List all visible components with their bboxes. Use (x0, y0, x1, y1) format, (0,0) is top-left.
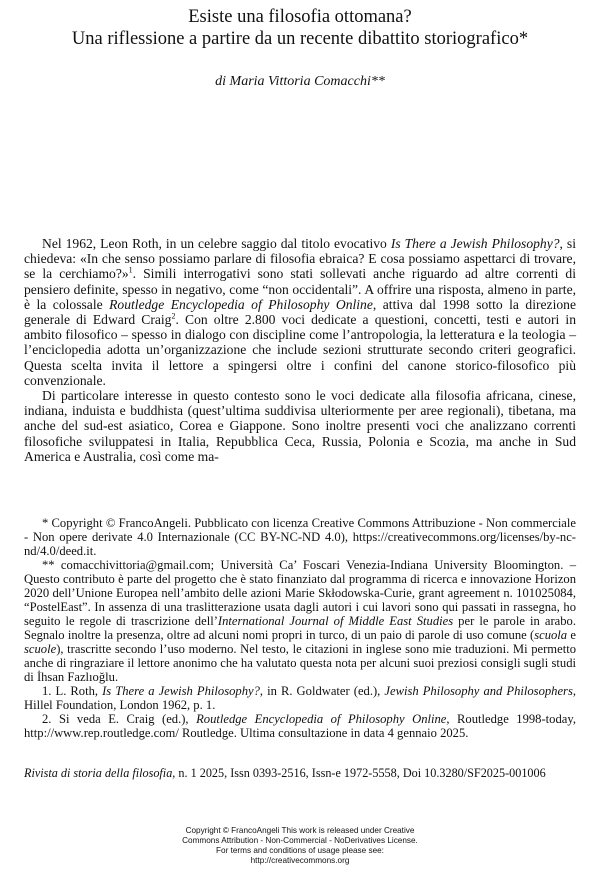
footnote-1-text-1: 1. L. Roth, (42, 684, 103, 698)
footnote-1-text-2: , in R. Goldwater (ed.), (259, 684, 385, 698)
journal-citation (24, 766, 584, 781)
license-line-1: Copyright © FrancoAngeli This work is released under Creative (185, 826, 415, 835)
body-paragraph-1 (24, 236, 576, 388)
author-note (24, 558, 576, 684)
footnote-1-text-3: , Hillel Foundation, London 1962, p. 1. (24, 684, 577, 712)
title-line-2: Una riflessione a partire da un recente dibattito storiografico* (71, 29, 529, 49)
footnote-1 (24, 684, 576, 712)
author-note-text-1: ** comacchivittoria@gmail.com; Università Ca’ Foscari Venezia-Indiana University Bloomington. – Questo contributo è parte del progetto che è stato finanziato dal programma di ricerca e innovazione Horizon 2020 dell’Unione Europea nell’ambito delle azioni Marie Skłodowska-Curie, grant agreement n. 101025084, “PostelEast”. In assenza di una traslitterazione usata dagli autori i cui lavori sono qui passati in rassegna, ho seguito le regole di trascrizione dell’ (24, 558, 576, 628)
license-link[interactable]: http://creativecommons.org (250, 856, 350, 865)
license-footer (0, 826, 600, 866)
author-note-text-4: ), trascritte secondo l’uso moderno. Nel testo, le citazioni in inglese sono mie traduzioni. Mi permetto anche di ringraziare il lettore anonimo che ha valutato questa nota per alcuni suoi preziosi consigli sugli studi di İhsan Fazlıoğlu. (24, 642, 576, 684)
body-p1-text-3: . Simili interrogativi sono stati sollevati anche riguardo ad altre correnti di pensiero definite, spesso in negativo, come “non occidentali”. A offrire una risposta, almeno in parte, è la colossale (24, 266, 576, 312)
footnotes (24, 516, 576, 740)
body-p1-title-routledge: Routledge Encyclopedia of Philosophy Online (109, 296, 373, 312)
body-p1-text-2: , si chiedeva: «In che senso possiamo parlare di filosofia ebraica? E cosa possiamo aspettarci di trovare, se la cerchiamo?» (24, 236, 576, 282)
copyright-note: * Copyright © FrancoAngeli. Pubblicato con licenza Creative Commons Attribuzione - Non commerciale - Non opere derivate 4.0 Internazionale (CC BY-NC-ND 4.0), https://creativecommons.org/licenses/by-nc-nd/4.0/deed.it. (24, 516, 576, 558)
footnote-ref-1[interactable]: 1 (128, 265, 133, 275)
footnote-1-book: Jewish Philosophy and Philosophers (384, 684, 573, 698)
body-p1-title-roth: Is There a Jewish Philosophy? (390, 236, 560, 251)
body-p1-text-5: . Con oltre 2.800 voci dedicate a questioni, concetti, testi e autori in ambito filosofico – spesso in dialogo con discipline come l’antropologia, la letteratura e la teologia – l’enciclopedia adotta un’organizzazione che include sezioni strutturate secondo criteri geografici. Questa scelta invita il lettore a spingersi oltre i confini del canone storico-filosofico più convenzionale. (24, 312, 576, 388)
author-note-text-3: e (567, 628, 576, 642)
article-body (24, 236, 576, 464)
footnote-2-title: Routledge Encyclopedia of Philosophy Online (196, 712, 447, 726)
body-paragraph-2: Di particolare interesse in questo contesto sono le voci dedicate alla filosofia africana, cinese, indiana, induista e buddhista (quest’ultima suddivisa ulteriormente per aree regionali), tibetana, ma anche del sud-est asiatico, Corea e Giappone. Sono inoltre presenti voci che analizzano correnti filosofiche sviluppatesi in Italia, Repubblica Ceca, Russia, Polonia e Scozia, ma anche in Sud America e Australia, così come ma- (24, 388, 576, 464)
license-line-2: Commons Attribution - Non-Commercial - NoDerivatives License. (182, 836, 418, 845)
journal-name: Rivista di storia della filosofia (24, 766, 173, 780)
article-title (0, 6, 600, 50)
title-line-1: Esiste una filosofia ottomana? (188, 7, 412, 27)
footnote-2-text-2: , Routledge 1998-today, http://www.rep.routledge.com/ Routledge. Ultima consultazione in data 4 gennaio 2025. (24, 712, 576, 740)
author-note-word-scuole: scuole (24, 642, 57, 656)
footnote-1-title: Is There a Jewish Philosophy? (102, 684, 260, 698)
body-p1-text-4: , attiva dal 1998 sotto la direzione generale di Edward Craig (24, 296, 576, 328)
journal-details: , n. 1 2025, Issn 0393-2516, Issn-e 1972-5558, Doi 10.3280/SF2025-001006 (172, 766, 546, 780)
author-note-word-scuola: scuola (534, 628, 568, 642)
author-byline: di Maria Vittoria Comacchi** (215, 74, 385, 89)
footnote-2 (24, 712, 576, 740)
footnote-2-text-1: 2. Si veda E. Craig (ed.), (42, 712, 197, 726)
author-note-text-2: per le parole in arabo. Segnalo inoltre la presenza, oltre ad alcuni nomi propri in turco, di un paio di parole di uso comune ( (24, 614, 576, 642)
license-line-3: For terms and conditions of usage please see: (216, 846, 384, 855)
footnote-ref-2[interactable]: 2 (171, 311, 176, 321)
author-note-journal: International Journal of Middle East Studies (217, 614, 454, 628)
body-p1-text-1: Nel 1962, Leon Roth, in un celebre saggio dal titolo evocativo (42, 236, 391, 251)
